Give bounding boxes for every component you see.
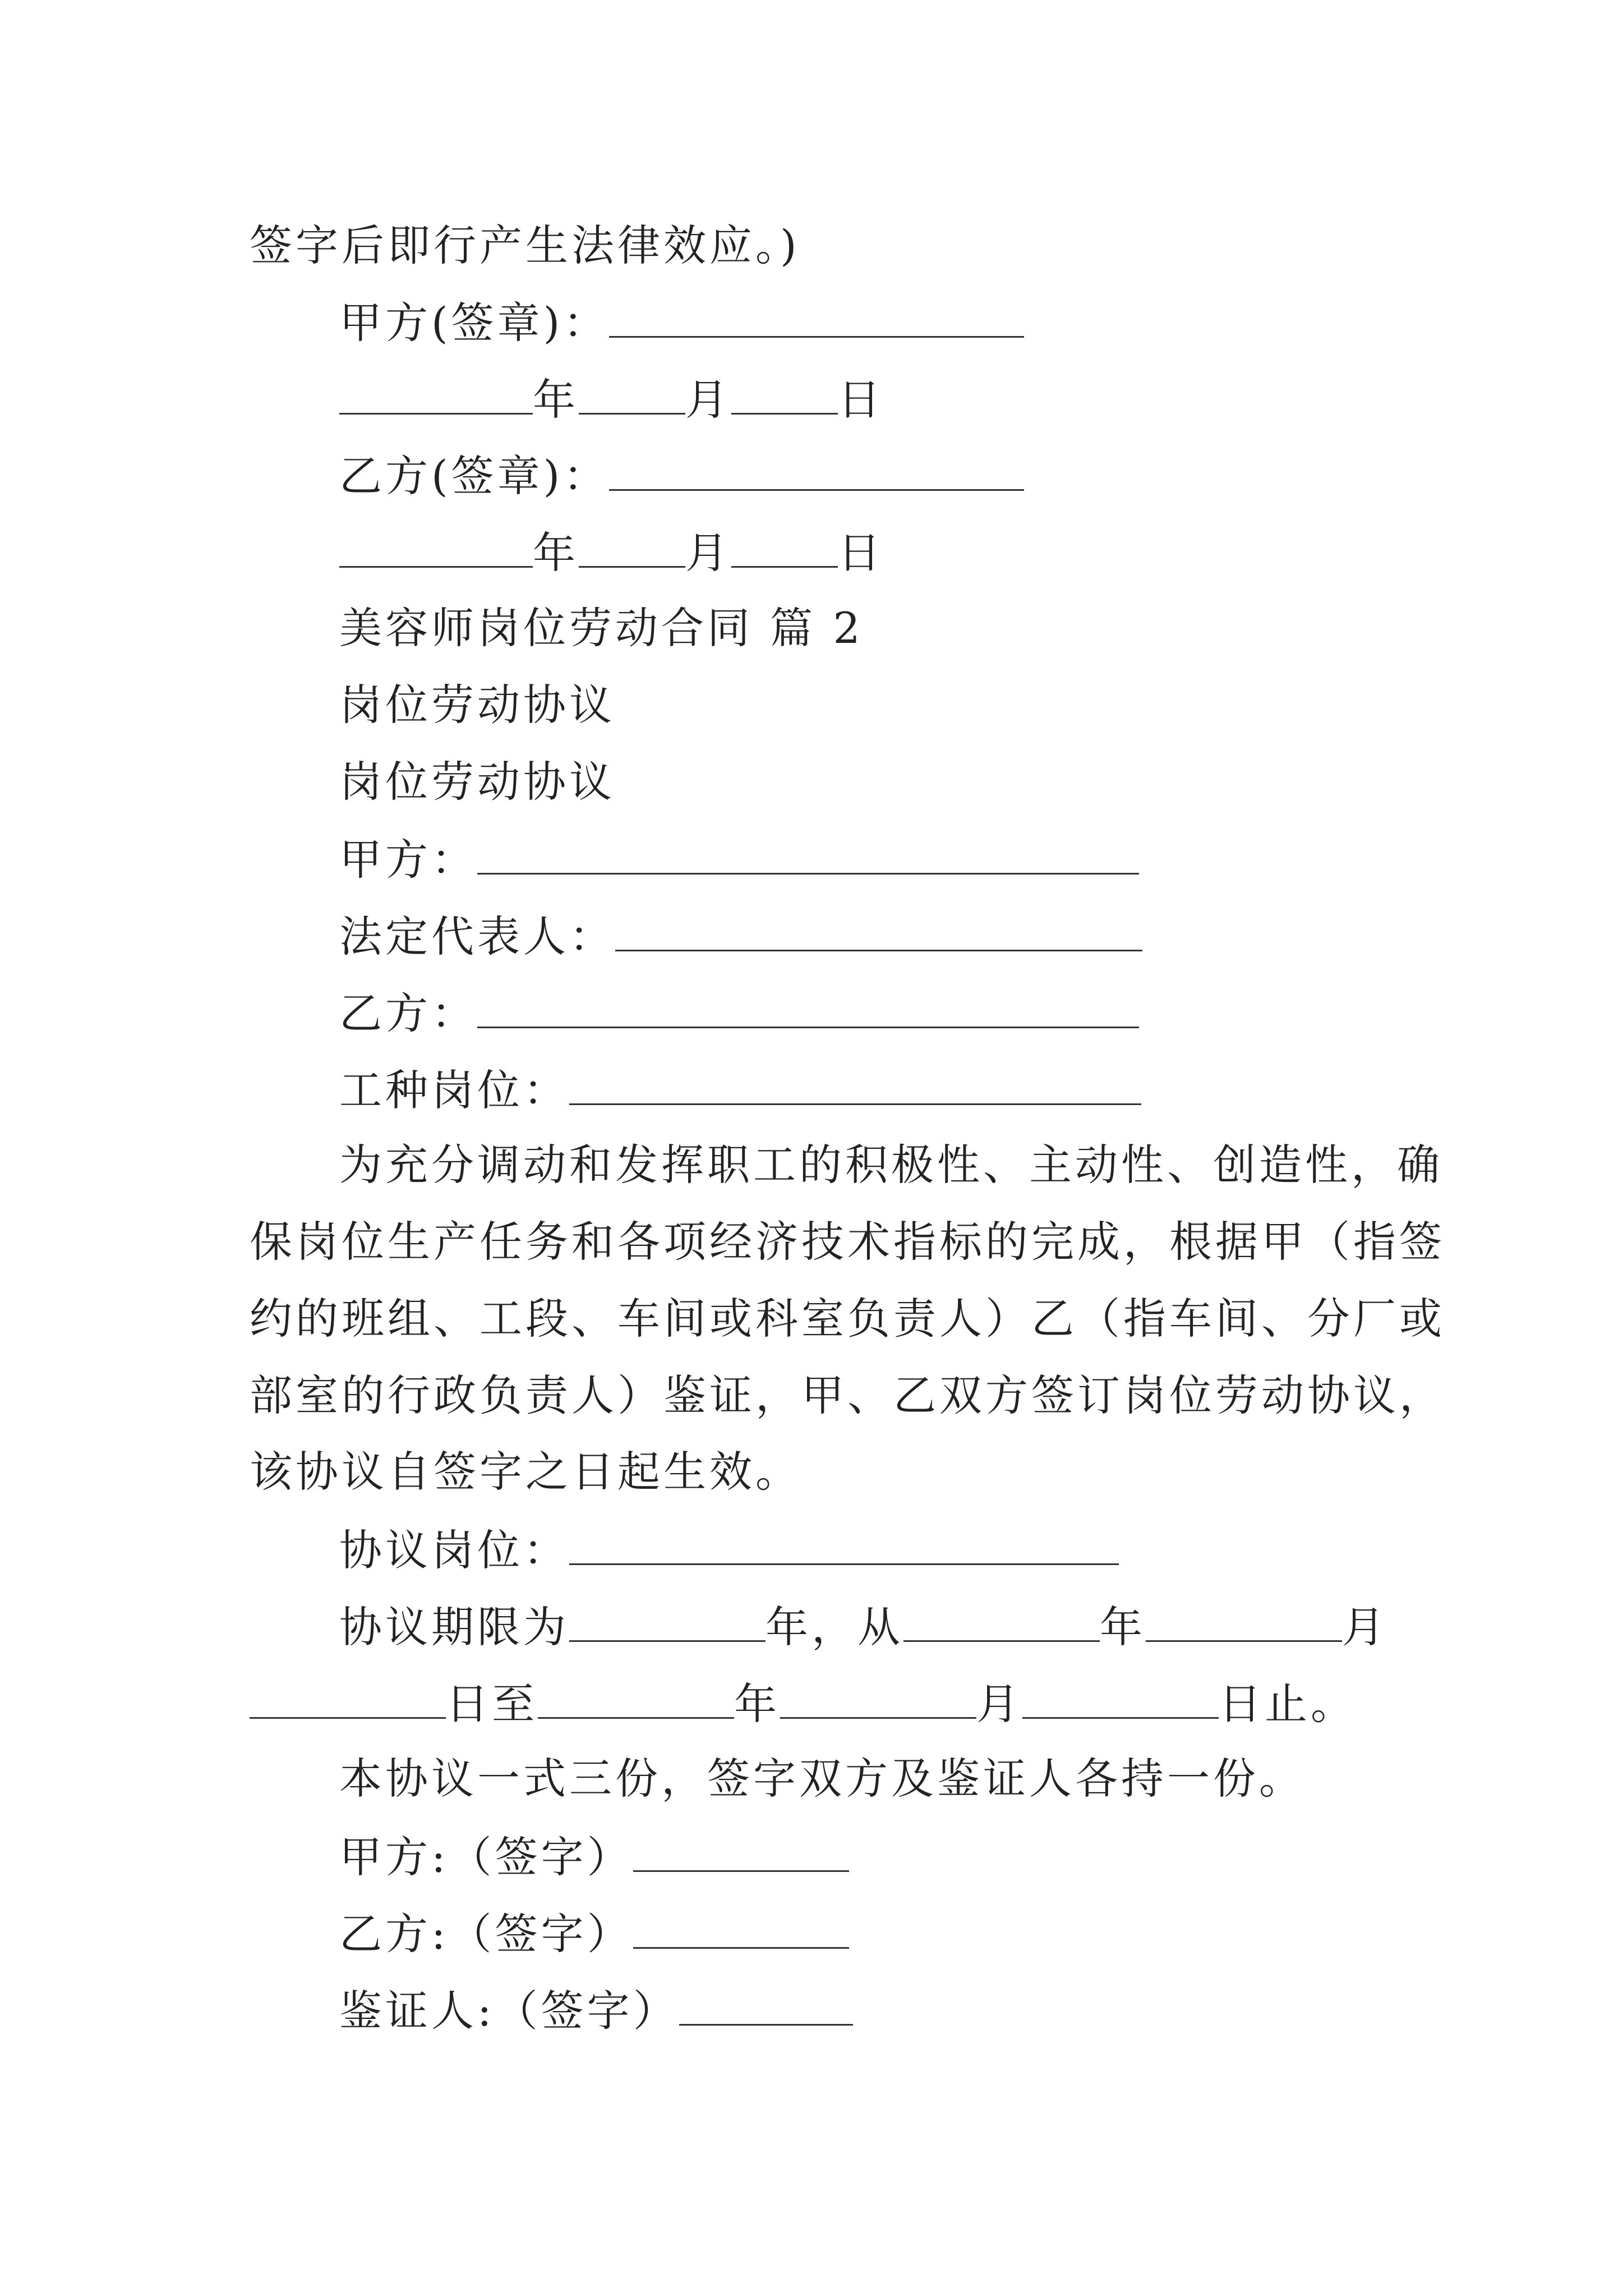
term-line-2: 日至 年 月 日止。 — [250, 1677, 1357, 1730]
sign-witness-label: 鉴证人:（签字） — [339, 1986, 679, 2036]
end-day-blank — [1022, 1677, 1219, 1719]
party-b-blank — [477, 986, 1139, 1028]
legal-rep-line — [339, 909, 1142, 963]
day-blank — [731, 372, 838, 415]
agreement-title-2: 岗位劳动协议 — [339, 757, 615, 807]
agreement-title-1: 岗位劳动协议 — [339, 680, 615, 730]
date-line-b — [339, 526, 884, 579]
start-month-blank — [1146, 1600, 1342, 1642]
party-a-label: 甲方： — [339, 835, 477, 885]
sign-a-line — [339, 1830, 849, 1883]
para1-line1: 为充分调动和发挥职工的积极性、主动性、创造性，确 — [339, 1140, 1443, 1190]
start-year-blank — [903, 1600, 1100, 1642]
copies-line: 本协议一式三份，签字双方及鉴证人各持一份。 — [339, 1754, 1305, 1803]
party-b-label: 乙方： — [339, 988, 477, 1038]
party-b-seal-line — [339, 449, 1024, 502]
closing-text: 签字后即行产生法律效应。) — [250, 220, 800, 270]
sign-b-label: 乙方:（签字） — [339, 1909, 633, 1959]
year-label: 年 — [533, 375, 579, 425]
job-position-blank — [569, 1063, 1141, 1105]
start-day-blank — [250, 1677, 446, 1719]
month-blank — [579, 526, 685, 568]
party-b-seal-label: 乙方(签章)： — [339, 451, 610, 501]
year-blank — [339, 372, 533, 415]
year-label: 年 — [533, 528, 579, 578]
party-b-seal-blank — [609, 449, 1024, 491]
month-label: 月 — [685, 528, 731, 578]
para1-line4: 部室的行政负责人）鉴证，甲、乙双方签订岗位劳动协议， — [250, 1370, 1445, 1420]
party-a-seal-line — [339, 296, 1024, 349]
closing-sentence — [250, 220, 800, 272]
party-a-seal-label: 甲方(签章)： — [339, 298, 610, 348]
agreement-position-label: 协议岗位： — [339, 1525, 569, 1575]
party-a-seal-blank — [609, 296, 1024, 338]
job-position-label: 工种岗位： — [339, 1065, 569, 1115]
section-title — [339, 602, 864, 654]
date-line-a — [339, 372, 884, 426]
sign-a-blank — [633, 1830, 849, 1872]
para1-line2: 保岗位生产任务和各项经济技术指标的完成，根据甲（指签 — [250, 1217, 1445, 1267]
sign-b-blank — [633, 1907, 849, 1949]
day-label: 日 — [838, 375, 884, 425]
day-blank — [731, 526, 838, 568]
term-line-1: 协议期限为 年，从 年 月 — [339, 1600, 1388, 1653]
party-a-line — [339, 832, 1139, 886]
year-blank — [339, 526, 533, 568]
sign-a-label: 甲方:（签字） — [339, 1832, 633, 1882]
day-label: 日 — [838, 528, 884, 578]
party-a-blank — [477, 832, 1139, 875]
legal-rep-label: 法定代表人： — [339, 912, 615, 961]
section-title-text: 美容师岗位劳动合同 篇 2 — [339, 603, 864, 653]
sign-witness-blank — [679, 1984, 853, 2026]
end-month-blank — [780, 1677, 976, 1719]
para1-line5: 该协议自签字之日起生效。 — [250, 1447, 801, 1497]
sign-b-line — [339, 1907, 849, 1960]
job-position-line — [339, 1063, 1141, 1116]
para1-line3: 约的班组、工段、车间或科室负责人）乙（指车间、分厂或 — [250, 1294, 1445, 1343]
party-b-line — [339, 986, 1139, 1039]
sign-witness-line — [339, 1984, 853, 2037]
month-blank — [579, 372, 685, 415]
term-years-blank — [569, 1600, 766, 1642]
end-year-blank — [538, 1677, 734, 1719]
legal-rep-blank — [615, 909, 1142, 951]
agreement-position-line — [339, 1523, 1119, 1576]
month-label: 月 — [685, 375, 731, 425]
agreement-position-blank — [569, 1523, 1119, 1565]
